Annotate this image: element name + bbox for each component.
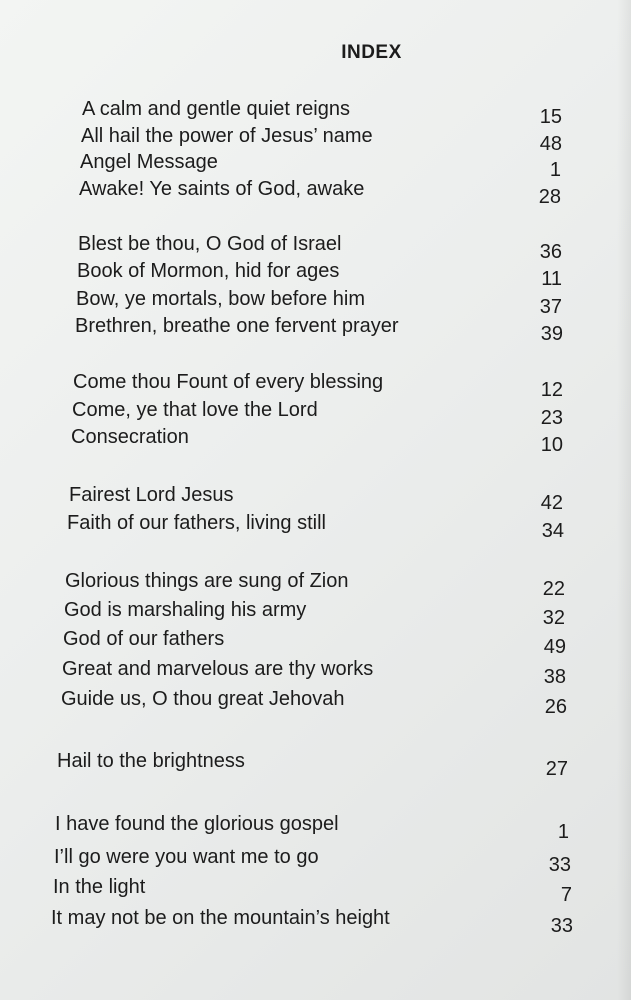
entry-title: Angel Message	[80, 151, 218, 173]
entry-page: 1	[549, 159, 561, 181]
entry-page: 36	[539, 241, 562, 263]
entry-title: Guide us, O thou great Jehovah	[61, 688, 345, 710]
index-entry	[71, 423, 563, 456]
entry-title: God of our fathers	[63, 628, 225, 650]
entry-page: 32	[542, 607, 565, 629]
entry-title: All hail the power of Jesus’ name	[81, 125, 373, 147]
entry-page: 48	[539, 133, 562, 155]
entry-page: 1	[557, 821, 569, 843]
entry-page: 23	[540, 407, 563, 429]
index-entry	[67, 509, 564, 542]
index-entry	[62, 655, 566, 688]
entry-title: Awake! Ye saints of God, awake	[79, 178, 365, 200]
entry-title: Blest be thou, O God of Israel	[78, 233, 342, 255]
entry-page: 7	[560, 884, 572, 906]
entry-page: 28	[538, 186, 561, 208]
index-entry	[63, 625, 566, 658]
entry-page: 33	[548, 854, 571, 876]
index-entry	[51, 904, 573, 937]
entry-title: Hail to the brightness	[57, 750, 245, 772]
entry-page: 42	[540, 492, 563, 514]
entry-page: 26	[544, 696, 567, 718]
entry-title: Brethren, breathe one fervent prayer	[75, 315, 399, 337]
entry-page: 49	[543, 636, 566, 658]
entry-title: It may not be on the mountain’s height	[51, 907, 390, 929]
index-entry	[61, 685, 567, 718]
entry-title: In the light	[53, 876, 146, 898]
index-entry	[53, 873, 572, 906]
entry-page: 34	[541, 520, 564, 542]
index-entry	[79, 175, 561, 208]
page-edge-shadow	[617, 0, 631, 1000]
index-entry	[55, 810, 569, 843]
entry-page: 33	[550, 915, 573, 937]
entry-title: Bow, ye mortals, bow before him	[76, 288, 366, 310]
index-entry	[72, 396, 563, 429]
entry-page: 27	[545, 758, 568, 780]
entry-page: 10	[540, 434, 563, 456]
entry-title: I’ll go were you want me to go	[54, 846, 319, 868]
index-entry	[80, 148, 561, 181]
index-entry	[82, 95, 562, 128]
entry-title: Great and marvelous are thy works	[62, 658, 374, 680]
entry-page: 37	[539, 296, 562, 318]
entry-title: Come thou Fount of every blessing	[73, 371, 384, 393]
entry-title: Book of Mormon, hid for ages	[77, 260, 340, 282]
index-entry	[69, 481, 563, 514]
entry-page: 11	[541, 268, 562, 290]
index-entry	[73, 368, 563, 401]
index-entry	[75, 312, 563, 345]
entry-page: 12	[540, 379, 563, 401]
entry-page: 39	[540, 323, 563, 345]
entry-title: I have found the glorious gospel	[55, 813, 339, 835]
index-entry	[57, 747, 568, 780]
index-title: INDEX	[341, 42, 402, 63]
entry-page: 15	[539, 106, 562, 128]
entry-title: Glorious things are sung of Zion	[65, 570, 349, 592]
index-entry	[78, 230, 562, 263]
entry-title: Consecration	[71, 426, 189, 448]
entry-title: God is marshaling his army	[64, 599, 307, 621]
entry-page: 38	[543, 666, 566, 688]
index-entry	[65, 567, 565, 600]
entry-title: Come, ye that love the Lord	[72, 399, 318, 421]
entry-title: Fairest Lord Jesus	[69, 484, 234, 506]
index-entry	[77, 257, 562, 290]
entry-title: Faith of our fathers, living still	[67, 512, 326, 534]
entry-title: A calm and gentle quiet reigns	[82, 98, 350, 120]
entry-page: 22	[542, 578, 565, 600]
index-entry	[81, 122, 562, 155]
index-entry	[54, 843, 571, 876]
index-entry	[64, 596, 565, 629]
index-entry	[76, 285, 562, 318]
